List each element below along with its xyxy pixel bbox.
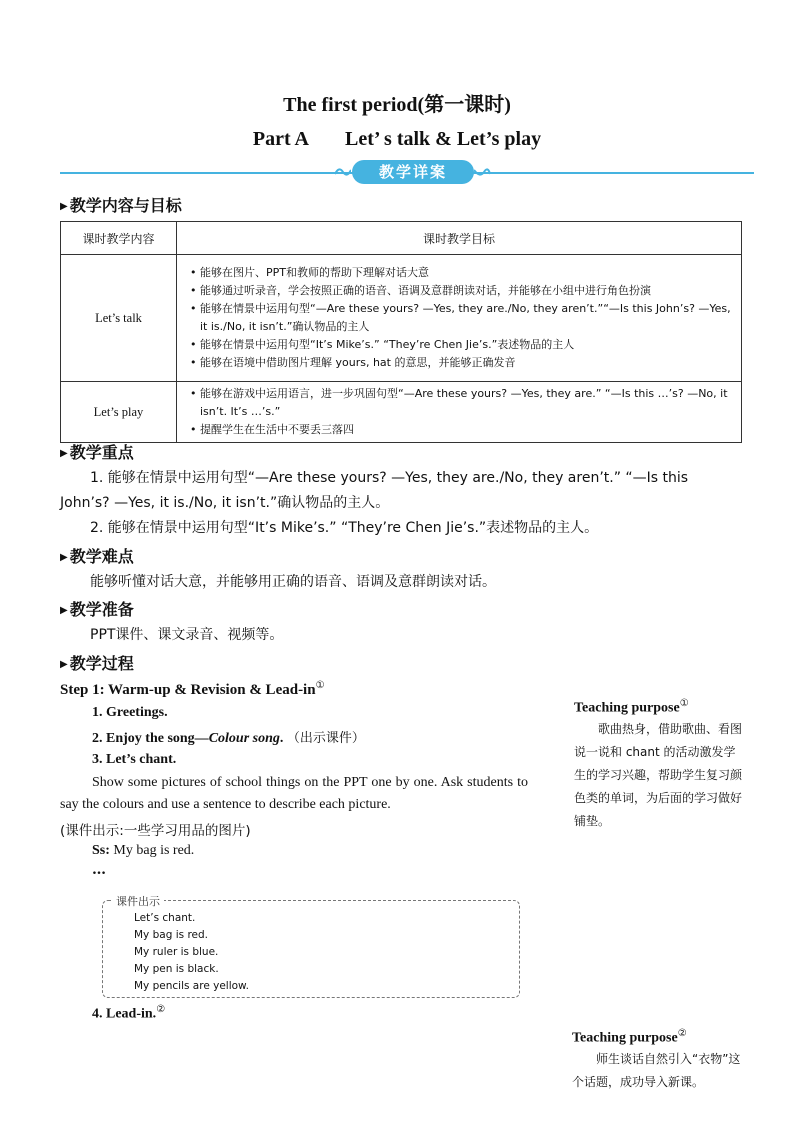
triangle-bullet-icon: ▶ <box>60 201 68 212</box>
goal-item: • 能够在情景中运用句型“It’s Mike’s.” “They’re Chen Jie’s.”表述物品的主人 <box>190 336 734 354</box>
banner-wave-left-icon <box>333 164 351 180</box>
table-row <box>61 255 742 382</box>
item-greetings: 1. Greetings. <box>92 705 168 720</box>
instruction-note: (课件出示:一些学习用品的图片) <box>60 823 251 839</box>
triangle-bullet-icon: ▶ <box>60 552 68 563</box>
chant-line: My bag is red. <box>134 929 208 941</box>
table-header-row <box>61 222 742 255</box>
key-point-1a: 1. 能够在情景中运用句型“—Are these yours? —Yes, they are./No, they aren’t.” “—Is this <box>90 470 689 486</box>
table-row <box>61 382 742 443</box>
chant-line: Let’s chant. <box>134 912 196 924</box>
goal-item: • 能够通过听录音，学会按照正确的语音、语调及意群朗读对话，并能够在小组中进行角色扮演 <box>190 282 734 300</box>
chant-lines <box>134 910 249 995</box>
chant-line: My pen is black. <box>134 963 219 975</box>
page-title: The first period(第一课时) <box>283 94 511 116</box>
triangle-bullet-icon: ▶ <box>60 448 68 459</box>
section-heading-preparation: ▶ 教学准备 <box>60 600 134 619</box>
item-enjoy-song: 2. Enjoy the song—Colour song. （出示课件） <box>92 731 365 746</box>
section-heading-content-goals: ▶ 教学内容与目标 <box>60 196 182 215</box>
goal-item: • 能够在情景中运用句型“—Are these yours? —Yes, they are./No, they aren’t.”“—Is this John’s? —Yes, it is./No, it isn’t.”确认物品的主人 <box>190 300 734 336</box>
table-header-content: 课时教学内容 <box>61 222 177 255</box>
table-header-goals: 课时教学目标 <box>177 222 742 255</box>
table-cell-goals <box>177 255 742 382</box>
section-heading-key-points: ▶ 教学重点 <box>60 443 134 462</box>
table-cell-content: Let’s play <box>61 382 177 443</box>
part-label: Part A <box>252 128 309 150</box>
difficulties-text: 能够听懂对话大意，并能够用正确的语音、语调及意群朗读对话。 <box>90 574 496 590</box>
item-lead-in: 4. Lead-in.② <box>92 1004 166 1022</box>
section-heading-process: ▶ 教学过程 <box>60 654 134 673</box>
section-heading-difficulties: ▶ 教学难点 <box>60 547 134 566</box>
goal-item: • 提醒学生在生活中不要丢三落四 <box>190 421 734 439</box>
lesson-name: Let’ s talk & Let’s play <box>345 128 542 150</box>
goal-item: • 能够在游戏中运用语言，进一步巩固句型“—Are these yours? —Yes, they are.” “—Is this …’s? —No, it isn’t. It’s …’s.” <box>190 385 734 421</box>
instruction-text: Show some pictures of school things on the PPT one by one. Ask students to say the colours and use a sentence to describe each picture. <box>60 775 528 812</box>
page-subtitle <box>0 128 794 151</box>
section-banner: 教学详案 <box>352 160 474 184</box>
step-1-heading: Step 1: Warm-up & Revision & Lead-in① <box>60 680 325 698</box>
table-cell-content: Let’s talk <box>61 255 177 382</box>
students-line: Ss: My bag is red. <box>92 843 195 858</box>
goals-table <box>60 221 742 443</box>
chant-line: My ruler is blue. <box>134 946 219 958</box>
banner-wave-right-icon <box>474 164 492 180</box>
triangle-bullet-icon: ▶ <box>60 659 68 670</box>
teaching-purpose-2-body: 师生谈话自然引入“衣物”这个话题，成功导入新课。 <box>572 1052 741 1089</box>
song-title: Colour song <box>208 731 280 746</box>
teaching-purpose-1-title: Teaching purpose① <box>574 698 689 716</box>
teaching-purpose-2-title: Teaching purpose② <box>572 1028 687 1046</box>
courseware-label: 课件出示 <box>112 893 164 909</box>
preparation-text: PPT课件、课文录音、视频等。 <box>90 627 284 643</box>
chant-line: My pencils are yellow. <box>134 980 250 992</box>
table-cell-goals <box>177 382 742 443</box>
triangle-bullet-icon: ▶ <box>60 605 68 616</box>
goal-item: • 能够在语境中借助图片理解 yours, hat 的意思，并能够正确发音 <box>190 354 734 372</box>
teaching-purpose-1-body: 歌曲热身，借助歌曲、看图说一说和 chant 的活动激发学生的学习兴趣，帮助学生复习颜色类的单词，为后面的学习做好铺垫。 <box>574 722 743 828</box>
key-point-2: 2. 能够在情景中运用句型“It’s Mike’s.” “They’re Chen Jie’s.”表述物品的主人。 <box>90 520 599 536</box>
item-chant: 3. Let’s chant. <box>92 752 177 767</box>
ellipsis: … <box>92 862 106 878</box>
goal-item: • 能够在图片、PPT和教师的帮助下理解对话大意 <box>190 264 734 282</box>
key-point-1b: John’s? —Yes, it is./No, it isn’t.”确认物品的主人。 <box>60 495 390 511</box>
